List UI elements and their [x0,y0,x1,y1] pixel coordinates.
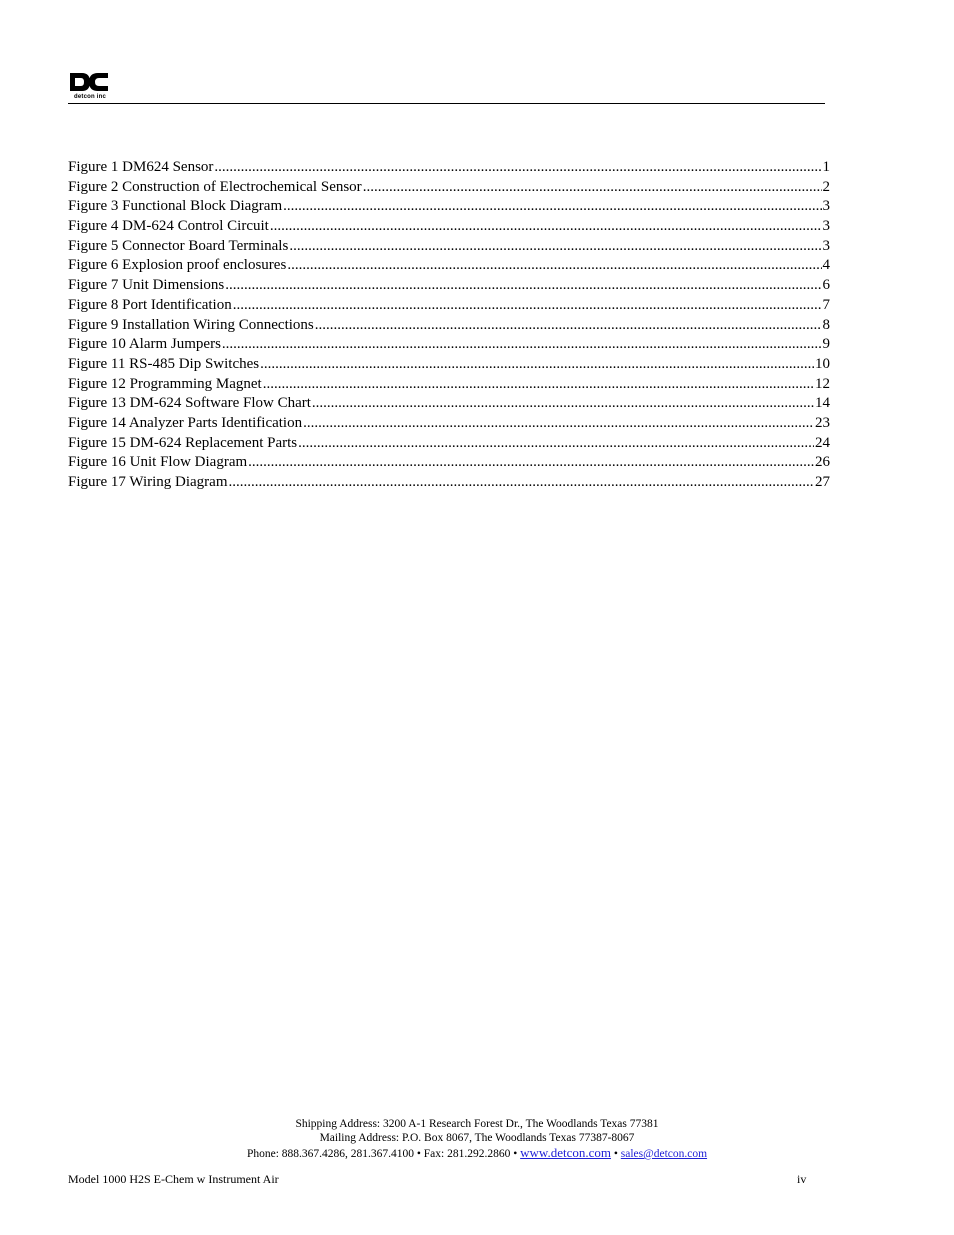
toc-entry[interactable] [68,217,830,237]
header-divider [68,103,825,104]
toc-entry-page: 10 [815,355,830,372]
toc-leader-dots [214,158,821,178]
separator-bullet: • [613,1148,618,1160]
toc-entry-page: 7 [822,296,830,313]
toc-entry-page: 8 [822,316,830,333]
toc-entry[interactable] [68,355,830,375]
toc-entry[interactable] [68,237,830,257]
toc-entry-label: Figure 8 Port Identification [68,296,232,313]
toc-entry[interactable] [68,316,830,336]
toc-entry-page: 2 [822,178,830,195]
toc-leader-dots [229,473,814,493]
detcon-logo [68,71,112,103]
toc-entry[interactable] [68,375,830,395]
toc-entry-label: Figure 4 DM-624 Control Circuit [68,218,269,235]
toc-entry-label: Figure 17 Wiring Diagram [68,474,228,490]
toc-leader-dots [270,217,822,237]
phone-fax: Phone: 888.367.4286, 281.367.4100 • Fax: 281.292.2860 • [246,1148,518,1160]
toc-entry[interactable] [68,158,830,178]
detcon-logo-icon [68,71,112,93]
toc-entry[interactable] [68,473,830,493]
toc-entry-page: 4 [822,257,830,274]
toc-leader-dots [287,256,821,276]
toc-leader-dots [289,237,821,257]
contact-line [0,1146,954,1161]
toc-entry-label: Figure 13 DM-624 Software Flow Chart [68,395,311,412]
toc-entry[interactable] [68,197,830,217]
toc-entry-page: 23 [815,414,830,431]
toc-entry-label: Figure 14 Analyzer Parts Identification [68,414,303,431]
toc-leader-dots [315,316,822,336]
toc-entry[interactable] [68,178,830,198]
toc-leader-dots [263,375,814,395]
toc-entry-page: 3 [822,218,830,235]
toc-entry-page: 24 [815,434,830,451]
toc-entry[interactable] [68,394,830,414]
page-number: iv [797,1172,807,1186]
toc-entry-page: 1 [822,159,830,175]
toc-entry[interactable] [68,276,830,296]
toc-entry-label: Figure 10 Alarm Jumpers [68,336,221,353]
document-model: Model 1000 H2S E-Chem w Instrument Air [68,1172,279,1186]
toc-entry-label: Figure 3 Functional Block Diagram [68,198,283,215]
toc-entry-page: 3 [822,237,830,254]
toc-entry-label: Figure 12 Programming Magnet [68,375,262,392]
toc-entry-page: 6 [822,277,830,294]
email-link[interactable]: sales@detcon.com [620,1148,708,1160]
toc-entry-label: Figure 5 Connector Board Terminals [68,237,289,254]
shipping-address: Shipping Address: 3200 A-1 Research Forest Dr., The Woodlands Texas 77381 [295,1118,659,1130]
toc-leader-dots [225,276,821,296]
toc-entry[interactable] [68,296,830,316]
toc-leader-dots [312,394,814,414]
toc-entry-label: Figure 7 Unit Dimensions [68,277,225,294]
logo-wordmark: detcon inc [73,94,106,100]
toc-entry[interactable] [68,434,830,454]
toc-entry-page: 3 [822,198,830,215]
toc-entry[interactable] [68,453,830,473]
list-of-figures [68,158,830,493]
website-link[interactable]: www.detcon.com [520,1145,611,1160]
toc-entry-page: 26 [815,454,830,471]
toc-leader-dots [260,355,814,375]
toc-leader-dots [233,296,822,316]
toc-leader-dots [248,453,814,473]
toc-entry-label: Figure 15 DM-624 Replacement Parts [68,434,298,451]
toc-leader-dots [298,434,814,454]
toc-entry-label: Figure 6 Explosion proof enclosures [68,257,287,274]
toc-entry-page: 12 [815,375,830,392]
toc-entry[interactable] [68,335,830,355]
toc-entry-label: Figure 2 Construction of Electrochemical Sensor [68,178,362,195]
toc-leader-dots [222,335,822,355]
mailing-address: Mailing Address: P.O. Box 8067, The Woodlands Texas 77387-8067 [319,1132,635,1144]
toc-entry[interactable] [68,256,830,276]
toc-entry-label: Figure 11 RS-485 Dip Switches [68,355,260,372]
toc-entry-page: 27 [815,474,830,490]
toc-entry-page: 14 [815,395,830,412]
toc-leader-dots [283,197,821,217]
toc-entry[interactable] [68,414,830,434]
toc-entry-page: 9 [822,336,830,353]
toc-leader-dots [363,178,822,198]
toc-leader-dots [303,414,814,434]
toc-entry-label: Figure 16 Unit Flow Diagram [68,454,248,471]
toc-entry-label: Figure 1 DM624 Sensor [68,159,214,175]
toc-entry-label: Figure 9 Installation Wiring Connections [68,316,314,333]
